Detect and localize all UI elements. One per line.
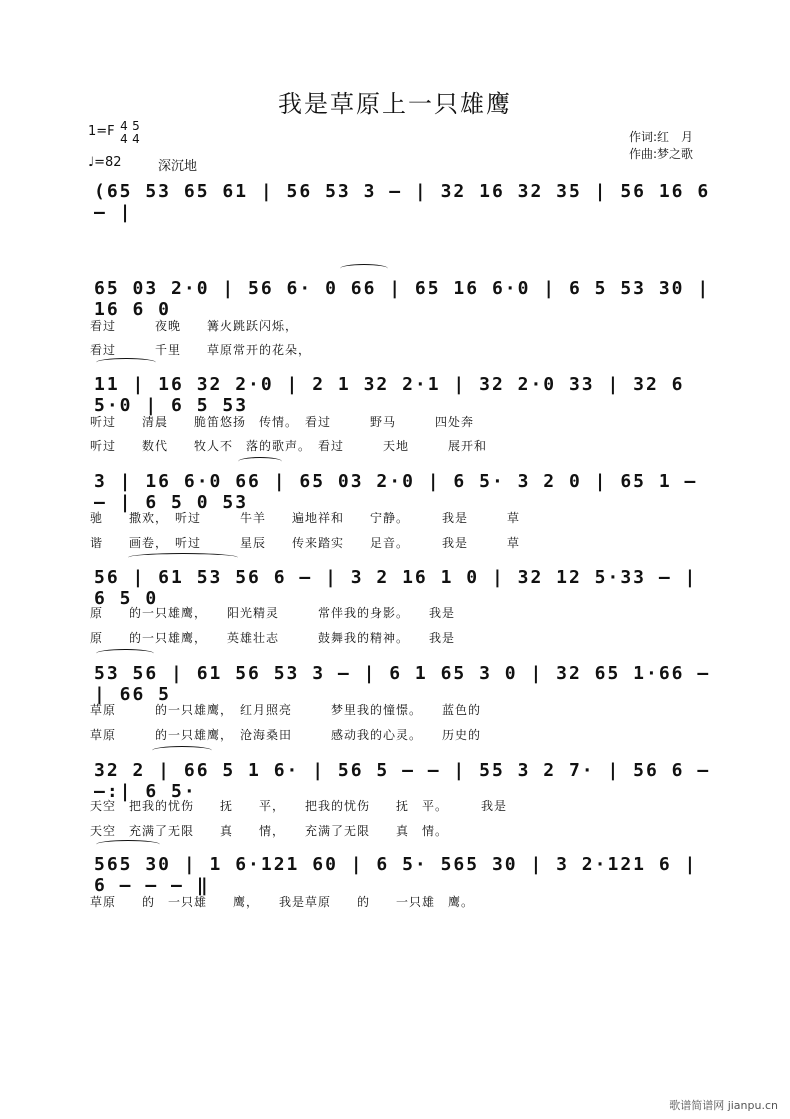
key-signature: 1=F xyxy=(88,124,115,139)
composer-credit: 作曲:梦之歌 xyxy=(629,147,694,161)
notes-row-7: 32 2 | 66 5 1 6· | 56 5 — — | 55 3 2 7· | 56 6 — —:| 6 5· xyxy=(94,760,711,802)
notes-row-5: 56 | 61 53 56 6 — | 3 2 16 1 0 | 32 12 5·33 — | 6 5 0 xyxy=(94,567,698,609)
mood-marking: 深沉地 xyxy=(158,159,198,174)
meter-a-top: 4 xyxy=(120,119,128,133)
score-row-8 xyxy=(88,850,718,896)
notes-row-8: 565 30 | 1 6·121 60 | 6 5· 565 30 | 3 2·121 6 | 6 — — — ‖ xyxy=(94,854,698,896)
lyrics-row-3-verse-2: 听过 数代 牧人不 落的歌声。 看过 天地 展开和 xyxy=(90,439,488,453)
lyrics-row-8: 草原 的 一只雄 鹰， 我是草原 的 一只雄 鹰。 xyxy=(90,895,475,909)
lyrics-row-6-verse-2: 草原 的一只雄鹰， 沧海桑田 感动我的心灵。 历史的 xyxy=(90,728,482,742)
notes-row-3: 11 | 16 32 2·0 | 2 1 32 2·1 | 32 2·0 33 | 32 6 5·0 | 6 5 53 xyxy=(94,374,685,416)
lyrics-row-4-verse-2: 谐 画卷， 听过 星辰 传来踏实 足音。 我是 草 xyxy=(90,536,521,550)
lyrics-row-4-verse-1: 驰 撒欢， 听过 牛羊 遍地祥和 宁静。 我是 草 xyxy=(90,511,521,525)
score-row-7 xyxy=(88,756,718,802)
notes-row-1: (65 53 65 61 | 56 53 3 — | 32 16 32 35 | 56 16 6 — | xyxy=(94,181,711,223)
lyrics-row-6-verse-1: 草原 的一只雄鹰， 红月照亮 梦里我的憧憬。 蓝色的 xyxy=(90,703,482,717)
lyrics-row-2-verse-2: 看过 千里 草原常开的花朵， xyxy=(90,343,312,357)
score-row-3 xyxy=(88,370,718,416)
slur-mark xyxy=(238,457,282,466)
score-row-1 xyxy=(88,177,718,223)
slur-mark xyxy=(340,264,388,273)
score-row-6 xyxy=(88,659,718,705)
lyrics-row-7-verse-1: 天空 把我的忧伤 抚 平， 把我的忧伤 抚 平。 我是 xyxy=(90,799,508,813)
score-row-2 xyxy=(88,274,718,320)
score-row-4 xyxy=(88,467,718,513)
time-signature xyxy=(118,120,142,146)
lyrics-row-7-verse-2: 天空 充满了无限 真 情， 充满了无限 真 情。 xyxy=(90,824,449,838)
slur-mark xyxy=(152,746,212,755)
notes-row-4: 3 | 16 6·0 66 | 65 03 2·0 | 6 5· 3 2 0 | 65 1 — — | 6 5 0 53 xyxy=(94,471,698,513)
meter-b-bottom: 4 xyxy=(132,132,140,146)
song-title: 我是草原上一只雄鹰 xyxy=(278,90,512,118)
slur-mark xyxy=(128,553,238,562)
slur-mark xyxy=(96,649,154,658)
lyrics-row-5-verse-1: 原 的一只雄鹰， 阳光精灵 常伴我的身影。 我是 xyxy=(90,606,456,620)
lyrics-row-3-verse-1: 听过 清晨 脆笛悠扬 传情。 看过 野马 四处奔 xyxy=(90,415,475,429)
lyricist-credit: 作词:红 月 xyxy=(629,130,694,144)
meter-a-bottom: 4 xyxy=(120,132,128,146)
lyrics-row-2-verse-1: 看过 夜晚 篝火跳跃闪烁， xyxy=(90,319,299,333)
score-row-5 xyxy=(88,563,718,609)
notes-row-2: 65 03 2·0 | 56 6· 0 66 | 65 16 6·0 | 6 5 53 30 | 16 6 0 xyxy=(94,278,711,320)
slur-mark xyxy=(96,840,160,849)
slur-mark xyxy=(96,358,156,367)
tempo-marking: ♩=82 xyxy=(88,155,122,170)
lyrics-row-5-verse-2: 原 的一只雄鹰， 英雄壮志 鼓舞我的精神。 我是 xyxy=(90,631,456,645)
meter-b-top: 5 xyxy=(132,119,140,133)
notes-row-6: 53 56 | 61 56 53 3 — | 6 1 65 3 0 | 32 65 1·66 — | 66 5 xyxy=(94,663,711,705)
site-watermark: 歌谱简谱网 jianpu.cn xyxy=(669,1099,778,1112)
